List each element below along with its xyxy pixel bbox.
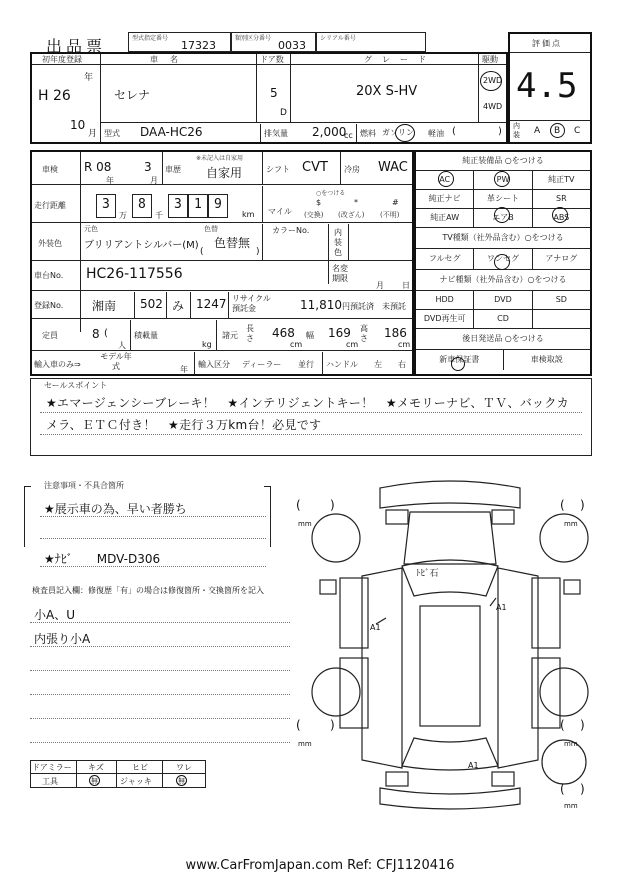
interior-b-circle [550, 123, 565, 138]
equip-leather: 革シート [474, 190, 532, 208]
tv-oneseg: ワンセグ [474, 249, 532, 269]
drive-2wd: 2WD [483, 76, 503, 85]
fuel-paren-open: ( [452, 126, 456, 137]
class-no: 0033 [278, 39, 306, 52]
legend-tools: 工具 [42, 777, 58, 786]
navi-row-2 [416, 310, 590, 329]
handle-left: 左 [374, 360, 382, 369]
mirror-right [564, 580, 580, 594]
notes-line-1: ★展示車の為、早い者勝ち [44, 502, 187, 516]
door-right-rear [532, 658, 560, 728]
bracket-fr-open: ( [560, 498, 565, 512]
docs-row [416, 350, 590, 370]
height-value: 186 [384, 326, 407, 340]
name-change-label: 名変期限 [332, 264, 348, 283]
sales-label: セールスポイント [44, 381, 108, 390]
car-diagram [290, 468, 610, 818]
car-name: セレナ [114, 88, 151, 102]
usage-value: 自家用 [206, 166, 243, 180]
notes-label: 注意事項・不具合箇所 [44, 481, 124, 490]
navi-hdd: HDD [416, 291, 474, 309]
altered-label: (改ざん) [338, 211, 365, 219]
wheel-front-left [312, 514, 360, 562]
notes-line-3: 小A、U [34, 608, 75, 622]
original-color: ブリリアントシルバー(M) [84, 240, 199, 251]
bracket-fl-open: ( [296, 498, 301, 512]
handle-label: ハンドル [326, 360, 358, 369]
recycle-no: 未預託 [382, 302, 406, 311]
docs-warranty: 新車保証書 [416, 350, 504, 370]
reg-number: 1247 [196, 297, 227, 311]
width-value: 169 [328, 326, 351, 340]
bracket-spare-open: ( [560, 782, 565, 796]
header-class-box [231, 32, 316, 52]
drive-4wd: 4WD [483, 102, 503, 111]
name-change-day: 日 [402, 281, 410, 290]
equip-pw: PW [474, 171, 532, 189]
notes-line-2: ★ﾅﾋﾞ MDV-D306 [44, 552, 161, 566]
bracket-spare-close: ) [580, 782, 585, 796]
mileage-digit-4: 1 [194, 197, 202, 212]
bracket-rl-open: ( [296, 718, 301, 732]
mile-label: マイル [268, 207, 292, 216]
color-change-value: 色替無 [214, 236, 251, 250]
mileage-digit-2: 8 [138, 197, 146, 212]
mileage-digit-3: 3 [174, 197, 182, 212]
docs-warranty-circle [451, 357, 465, 371]
legend-break: ワレ [176, 763, 192, 772]
equip-abs-circle [552, 207, 568, 223]
grade-label: グレード [364, 55, 436, 64]
interior-opt-c: C [574, 126, 581, 136]
model-cert-no: 17323 [181, 39, 216, 52]
height-label: 高さ [360, 324, 368, 343]
inspection-month-unit: 月 [150, 176, 158, 185]
recycle-value: 11,810 [300, 298, 342, 312]
door-type: D [280, 108, 287, 118]
wheel-rear-right [540, 668, 588, 716]
inspector-label: 検査員記入欄：修復歴「有」の場合は修復箇所・交換箇所を記入 [32, 586, 264, 595]
mark-a1-left: A1 [370, 623, 381, 632]
first-reg-label: 初年度登録 [42, 55, 82, 64]
navi-row-1 [416, 291, 590, 310]
mm-spare: mm [564, 802, 578, 810]
mark-chip: ﾄﾋﾞ石 [416, 569, 439, 579]
equip-tv: 純正TV [548, 175, 575, 184]
legend-jack-circle [176, 775, 187, 786]
legend-crack: ヒビ [132, 763, 148, 772]
year-unit: 年 [84, 73, 94, 83]
inspection-label: 車検 [42, 165, 58, 174]
reg-class: 502 [140, 297, 163, 311]
length-value: 468 [272, 326, 295, 340]
doors-label: ドア数 [260, 55, 284, 64]
person-unit: 人 [118, 341, 126, 350]
import-dealer: ディーラー [242, 360, 282, 369]
fuel-paren-close: ) [498, 126, 502, 137]
type-value: DAA-HC26 [140, 125, 203, 139]
serial-label: シリアル番号 [320, 35, 356, 42]
import-parallel: 並行 [298, 360, 314, 369]
color-change-label: 色替 [204, 225, 218, 233]
rear-lights-left [386, 772, 408, 786]
color-paren-close: ) [256, 247, 260, 257]
chassis-value: HC26-117556 [86, 266, 183, 282]
score-label: 評価点 [532, 39, 562, 48]
mm-fl: mm [298, 520, 312, 528]
type-label: 型式 [104, 129, 120, 138]
mm-fr: mm [564, 520, 578, 528]
mileage-mark-note: ○をつける [316, 190, 346, 197]
legend-mirror: ドアミラー [32, 763, 72, 772]
mileage-unit: km [242, 210, 255, 219]
reg-kana: み [172, 299, 185, 313]
drive-2wd-circle [480, 71, 502, 91]
sales-line-1: ★エマージェンシーブレーキ！ ★インテリジェントキー！ ★メモリーナビ、ＴＶ、バックカ [46, 396, 569, 410]
footer-watermark: www.CarFromJapan.com Ref: CFJ1120416 [185, 858, 455, 873]
tv-oneseg-circle [494, 254, 510, 270]
usage-label: 車歴 [165, 165, 181, 174]
navi-sd: SD [555, 295, 567, 304]
length-unit: cm [290, 340, 303, 349]
fuel-label: 燃料 [360, 129, 376, 138]
registration-label: 登録No. [34, 301, 64, 310]
unknown-symbol: # [392, 198, 399, 207]
mileage-man: 万 [119, 211, 127, 220]
recycle-status: 円預託済 [342, 302, 374, 311]
usage-note: ※未記入は自家用 [196, 155, 244, 162]
exchange-label: (交換) [304, 211, 324, 219]
first-reg-month: 10 [70, 118, 86, 132]
door-left-rear [340, 658, 368, 728]
reg-area: 湘南 [92, 299, 117, 313]
import-class-label: 輸入区分 [198, 360, 230, 369]
navi-cd: CD [474, 310, 532, 328]
grade: 20X S-HV [356, 84, 418, 99]
class-label: 類別区分番号 [235, 35, 272, 42]
ac-value: WAC [378, 160, 408, 175]
legend-tools-circle [89, 775, 100, 786]
capacity-paren: ( [104, 328, 108, 339]
rear-bumper [380, 788, 520, 809]
interior-opt-b: B [554, 126, 561, 136]
equip-airbag-circle [494, 207, 510, 223]
rear-lights-right [492, 772, 514, 786]
equip-navi: 純正ナビ [416, 190, 474, 208]
equip-abs: ABS [553, 213, 570, 222]
mileage-sen: 千 [155, 211, 163, 220]
navi-title: ナビ種類（社外品含む）○をつける [416, 270, 590, 291]
shift-label: シフト [266, 165, 290, 174]
legend-jack: ジャッキ [120, 777, 152, 786]
navi-dvd-play: DVD再生可 [416, 310, 474, 328]
mileage-digit-1: 3 [102, 197, 110, 212]
width-unit: cm [346, 340, 359, 349]
chassis-label: 車台No. [34, 271, 64, 280]
sales-line-2: メラ、ＥＴＣ付き！ ★走行３万km台！必見です [46, 418, 322, 432]
displacement-label: 排気量 [264, 129, 288, 138]
legend-scratch: キズ [88, 763, 104, 772]
form-title: 出品票 [46, 37, 107, 56]
bracket-rr-close: ) [580, 718, 585, 732]
mark-a1-rear: A1 [468, 761, 479, 770]
original-color-label: 元色 [84, 225, 98, 233]
import-label: 輸入車のみ⇒ [34, 360, 81, 369]
exterior-color-label: 外装色 [38, 239, 62, 248]
navi-empty [533, 310, 590, 328]
drive-label: 駆動 [482, 55, 498, 64]
door-left-front [340, 578, 368, 648]
tv-analog: アナログ [545, 254, 578, 263]
load-unit: kg [202, 340, 212, 349]
load-label: 積載量 [134, 331, 158, 340]
car-name-label: 車名 [150, 55, 190, 64]
bracket-fr-close: ) [580, 498, 585, 512]
equip-aw: 純正AW [416, 209, 474, 227]
unknown-label: (不明) [380, 211, 400, 219]
front-lights-left [386, 510, 408, 524]
displacement-unit: cc [344, 131, 353, 140]
header-cert-box [128, 32, 231, 52]
score-value: 4.5 [516, 66, 578, 106]
tv-title: TV種類（社外品含む）○をつける [416, 228, 590, 249]
displacement: 2,000 [312, 125, 347, 139]
model-cert-label: 型式指定番号 [132, 35, 169, 42]
inspection-value: R 08 [84, 160, 112, 174]
docs-manual: 車検取説 [530, 355, 563, 364]
dims-label: 諸元 [222, 331, 238, 340]
altered-symbol: * [354, 198, 358, 207]
inspection-year-unit: 年 [106, 176, 114, 185]
door-right-front [532, 578, 560, 648]
notes-bracket [24, 486, 31, 547]
height-unit: cm [398, 340, 411, 349]
model-year-unit: 年 [180, 365, 188, 374]
capacity-label: 定員 [42, 331, 58, 340]
bracket-rl-close: ) [330, 718, 335, 732]
genuine-title: 純正装備品 ○をつける [416, 152, 590, 171]
model-year-label: モデル年式 [100, 352, 132, 371]
wheel-rear-left [312, 668, 360, 716]
rear-window [402, 738, 498, 770]
front-lights-right [492, 510, 514, 524]
handle-right: 右 [398, 360, 406, 369]
color-paren-open: ( [200, 247, 204, 257]
doors: 5 [270, 86, 278, 100]
front-bumper [380, 481, 520, 508]
name-change-month: 月 [376, 281, 384, 290]
color-code-label: カラーNo. [272, 226, 310, 235]
inspection-month: 3 [144, 160, 152, 174]
legend-jack-value: 無 [178, 777, 185, 785]
interior-opt-a: A [534, 126, 541, 136]
fuel-gasoline: ガソリン [382, 128, 414, 137]
ac-label: 冷房 [344, 165, 360, 174]
tv-fullseg: フルセグ [416, 249, 474, 269]
legend-tools-value: 無 [91, 777, 98, 785]
equip-sr: SR [556, 194, 567, 203]
mileage-digit-5: 9 [214, 197, 222, 212]
mirror-left [320, 580, 336, 594]
first-reg-era: H 26 [38, 88, 71, 104]
mark-a1-right: A1 [496, 603, 507, 612]
interior-score-label: 内装 [513, 122, 520, 139]
mileage-label: 走行距離 [34, 201, 66, 210]
fuel-gasoline-circle [395, 124, 415, 142]
equip-ac: AC [416, 171, 474, 189]
bracket-rr-open: ( [560, 718, 565, 732]
exchange-symbol: $ [316, 198, 322, 207]
interior-color-label: 内装色 [334, 228, 342, 257]
length-label: 長さ [246, 324, 254, 343]
month-unit: 月 [88, 129, 98, 139]
hood [404, 512, 496, 564]
capacity-value: 8 [92, 327, 100, 341]
light-oil-label: 軽油 [428, 129, 444, 138]
equip-airbag: エアB [474, 209, 532, 227]
roof [420, 606, 480, 726]
equip-ac-circle [438, 171, 454, 187]
mm-rl: mm [298, 740, 312, 748]
notes-line-4: 内張り小A [34, 632, 91, 646]
header-serial-box [316, 32, 426, 52]
recycle-label: リサイクル預託金 [232, 294, 271, 313]
equip-pw-circle [494, 171, 510, 187]
shift-value: CVT [302, 160, 328, 175]
mm-rr: mm [564, 740, 578, 748]
width-label: 幅 [306, 331, 314, 340]
docs-title: 後日発送品 ○をつける [416, 329, 590, 350]
bracket-fl-close: ) [330, 498, 335, 512]
navi-dvd: DVD [474, 291, 532, 309]
